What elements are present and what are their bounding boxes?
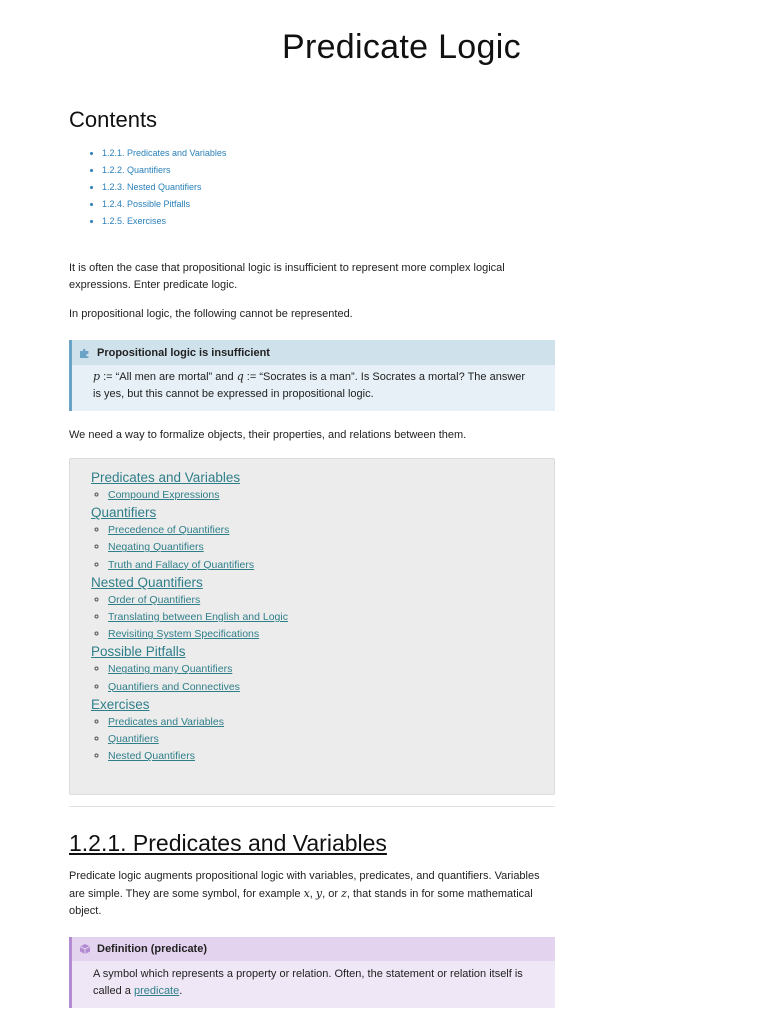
- cube-icon: [79, 943, 91, 955]
- toc-link-predicates-and-variables[interactable]: 1.2.1. Predicates and Variables: [102, 148, 227, 158]
- nav-sublink-quantifiers-connectives[interactable]: Quantifiers and Connectives: [108, 680, 240, 693]
- nav-sublist: [91, 661, 554, 695]
- nav-sublink-revisiting[interactable]: Revisiting System Specifications: [108, 628, 260, 641]
- section-navigation-box: [69, 458, 555, 795]
- toc-item: [102, 179, 226, 196]
- intro-paragraph-2: In propositional logic, the following cannot be represented.: [69, 308, 353, 320]
- divider: [69, 806, 555, 807]
- toc-item: [102, 145, 226, 162]
- nav-link-exercises[interactable]: Exercises: [91, 696, 150, 712]
- nav-sublink-negating-quantifiers[interactable]: Negating Quantifiers: [108, 541, 204, 554]
- nav-link-nested-quantifiers[interactable]: Nested Quantifiers: [91, 574, 203, 590]
- nav-section: [91, 574, 554, 644]
- toc-link-quantifiers[interactable]: 1.2.2. Quantifiers: [102, 165, 171, 175]
- contents-heading: Contents: [69, 107, 158, 132]
- nav-list: [70, 459, 554, 765]
- puzzle-icon: [79, 347, 91, 359]
- section-text-b: , that stands in for some mathematical object.: [69, 888, 533, 917]
- admonition-body: [72, 365, 555, 403]
- toc-item: [102, 213, 226, 230]
- nav-sublist: [91, 522, 554, 574]
- intro-paragraph: It is often the case that propositional logic is insufficient to represent more complex logical expressions. Enter predicate logic.: [69, 262, 505, 291]
- nav-subitem: [108, 731, 554, 748]
- nav-section: [91, 469, 554, 504]
- nav-subitem: [108, 679, 554, 696]
- nav-sublink-precedence[interactable]: Precedence of Quantifiers: [108, 524, 230, 537]
- nav-section: [91, 696, 554, 766]
- assign-operator: :=: [100, 371, 116, 383]
- nav-sublink-order[interactable]: Order of Quantifiers: [108, 593, 201, 606]
- nav-sublink-truth-fallacy[interactable]: Truth and Fallacy of Quantifiers: [108, 558, 255, 571]
- nav-subitem: [108, 487, 554, 504]
- toc-link-possible-pitfalls[interactable]: 1.2.4. Possible Pitfalls: [102, 199, 191, 209]
- nav-subitem: [108, 714, 554, 731]
- toc-link-exercises[interactable]: 1.2.5. Exercises: [102, 216, 167, 226]
- nav-subitem: [108, 557, 554, 574]
- nav-subitem: [108, 539, 554, 556]
- admonition-propositional-insufficient: [69, 340, 555, 411]
- table-of-contents: [69, 145, 226, 230]
- nav-sublink-compound-expressions[interactable]: Compound Expressions: [108, 489, 220, 501]
- nav-subitem: [108, 748, 554, 765]
- section-heading: 1.2.1. Predicates and Variables: [69, 830, 387, 856]
- toc-link-nested-quantifiers[interactable]: 1.2.3. Nested Quantifiers: [102, 182, 202, 192]
- admonition-body: [72, 961, 555, 1000]
- math-z: z: [341, 887, 347, 900]
- nav-subitem: [108, 592, 554, 609]
- section-paragraph: [69, 868, 555, 920]
- math-p: p: [93, 370, 101, 383]
- section-text-a: Predicate logic augments propositional logic with variables, predicates, and quantifiers. Variables are simple. They are some symbol, for example: [69, 870, 540, 900]
- admonition-header: [72, 340, 555, 365]
- nav-section: [91, 643, 554, 695]
- definition-text: A symbol which represents a property or relation. Often, the statement or relation itself is called a: [93, 968, 523, 997]
- admonition-text-1: “All men are mortal” and: [115, 371, 237, 383]
- nav-subitem: [108, 661, 554, 678]
- toc-item: [102, 162, 226, 179]
- nav-sublink-negating-many[interactable]: Negating many Quantifiers: [108, 663, 233, 676]
- predicate-link[interactable]: predicate: [133, 985, 180, 997]
- admonition-header: [72, 937, 555, 961]
- page-title: Predicate Logic: [282, 28, 521, 66]
- nav-sublist: [91, 714, 554, 766]
- admonition-title: Propositional logic is insufficient: [97, 346, 270, 359]
- nav-link-predicates-and-variables[interactable]: Predicates and Variables: [91, 470, 241, 485]
- nav-section: [91, 504, 554, 574]
- math-q: q: [236, 370, 244, 383]
- nav-sublist: [91, 592, 554, 644]
- formalize-paragraph: We need a way to formalize objects, their properties, and relations between them.: [69, 429, 467, 441]
- nav-sublink-ex-predicates[interactable]: Predicates and Variables: [108, 715, 224, 728]
- definition-end: .: [179, 985, 183, 997]
- separator: , or: [322, 888, 342, 900]
- nav-link-possible-pitfalls[interactable]: Possible Pitfalls: [91, 644, 186, 660]
- nav-subitem: [108, 626, 554, 643]
- nav-sublink-translating[interactable]: Translating between English and Logic: [108, 611, 288, 624]
- nav-subitem: [108, 609, 554, 626]
- separator: ,: [309, 888, 316, 900]
- admonition-title: Definition (predicate): [97, 943, 208, 955]
- nav-sublink-ex-quantifiers[interactable]: Quantifiers: [108, 733, 159, 746]
- nav-sublist: [91, 487, 554, 504]
- admonition-text-2: “Socrates is a man”. Is Socrates a mortal? The answer is yes, but this cannot be expressed in propositional logic.: [93, 371, 526, 400]
- nav-sublink-ex-nested[interactable]: Nested Quantifiers: [108, 750, 195, 763]
- nav-subitem: [108, 522, 554, 539]
- math-y: y: [315, 887, 323, 900]
- admonition-definition-predicate: [69, 937, 555, 1008]
- math-x: x: [303, 887, 310, 900]
- nav-link-quantifiers[interactable]: Quantifiers: [91, 505, 157, 521]
- toc-item: [102, 196, 226, 213]
- assign-operator: :=: [243, 371, 260, 383]
